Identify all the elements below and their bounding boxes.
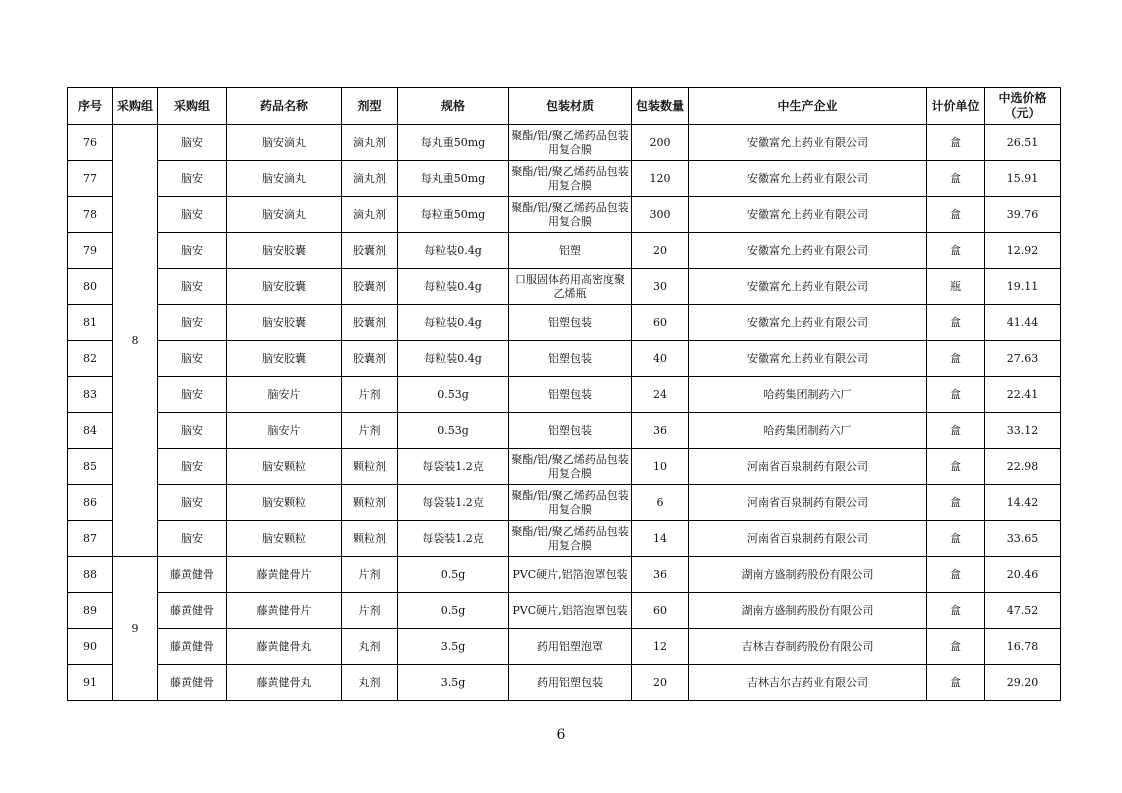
header-packaging: 包装材质 xyxy=(509,88,632,125)
cell-packaging: 铝塑包装 xyxy=(509,377,632,413)
cell-quantity: 36 xyxy=(632,557,689,593)
cell-index: 87 xyxy=(68,521,113,557)
cell-index: 84 xyxy=(68,413,113,449)
cell-dosage-form: 片剂 xyxy=(342,377,398,413)
cell-drug-name: 藤黄健骨丸 xyxy=(227,665,342,701)
cell-spec: 每粒装0.4g xyxy=(398,269,509,305)
cell-packaging: PVC硬片,铝箔泡罩包装 xyxy=(509,593,632,629)
cell-spec: 0.5g xyxy=(398,593,509,629)
cell-quantity: 60 xyxy=(632,305,689,341)
header-price xyxy=(985,88,1061,125)
cell-packaging: 药用铝塑泡罩 xyxy=(509,629,632,665)
cell-group-no: 8 xyxy=(113,125,158,557)
cell-price: 19.11 xyxy=(985,269,1061,305)
table-row xyxy=(68,305,1061,341)
cell-spec: 每袋装1.2克 xyxy=(398,485,509,521)
table-row xyxy=(68,377,1061,413)
cell-manufacturer: 安徽富允上药业有限公司 xyxy=(689,125,927,161)
cell-unit: 盒 xyxy=(927,305,985,341)
table-row xyxy=(68,665,1061,701)
cell-dosage-form: 片剂 xyxy=(342,593,398,629)
cell-unit: 盒 xyxy=(927,557,985,593)
cell-drug-name: 脑安胶囊 xyxy=(227,305,342,341)
cell-manufacturer: 安徽富允上药业有限公司 xyxy=(689,161,927,197)
cell-index: 79 xyxy=(68,233,113,269)
cell-unit: 盒 xyxy=(927,341,985,377)
cell-spec: 每袋装1.2克 xyxy=(398,521,509,557)
header-price-line2: （元） xyxy=(1004,106,1041,120)
cell-unit: 盒 xyxy=(927,521,985,557)
cell-price: 39.76 xyxy=(985,197,1061,233)
cell-dosage-form: 滴丸剂 xyxy=(342,197,398,233)
cell-price: 20.46 xyxy=(985,557,1061,593)
cell-group-name: 脑安 xyxy=(158,125,227,161)
cell-drug-name: 脑安胶囊 xyxy=(227,269,342,305)
cell-unit: 盒 xyxy=(927,485,985,521)
cell-price: 22.98 xyxy=(985,449,1061,485)
header-index: 序号 xyxy=(68,88,113,125)
cell-spec: 每粒装0.4g xyxy=(398,233,509,269)
cell-spec: 每粒重50mg xyxy=(398,197,509,233)
cell-quantity: 300 xyxy=(632,197,689,233)
cell-packaging: 聚酯/铝/聚乙烯药品包装用复合膜 xyxy=(509,197,632,233)
cell-dosage-form: 胶囊剂 xyxy=(342,341,398,377)
cell-dosage-form: 滴丸剂 xyxy=(342,125,398,161)
header-dosage-form: 剂型 xyxy=(342,88,398,125)
table-row xyxy=(68,485,1061,521)
cell-index: 83 xyxy=(68,377,113,413)
cell-group-name: 脑安 xyxy=(158,485,227,521)
header-row xyxy=(68,88,1061,125)
header-manufacturer: 中生产企业 xyxy=(689,88,927,125)
cell-unit: 盒 xyxy=(927,629,985,665)
header-quantity: 包装数量 xyxy=(632,88,689,125)
header-unit: 计价单位 xyxy=(927,88,985,125)
cell-index: 78 xyxy=(68,197,113,233)
cell-dosage-form: 颗粒剂 xyxy=(342,485,398,521)
cell-index: 82 xyxy=(68,341,113,377)
cell-manufacturer: 哈药集团制药六厂 xyxy=(689,377,927,413)
cell-drug-name: 脑安颗粒 xyxy=(227,521,342,557)
cell-manufacturer: 安徽富允上药业有限公司 xyxy=(689,341,927,377)
cell-price: 16.78 xyxy=(985,629,1061,665)
table-row xyxy=(68,629,1061,665)
cell-packaging: 药用铝塑包装 xyxy=(509,665,632,701)
cell-group-name: 藤黄健骨 xyxy=(158,593,227,629)
cell-group-name: 藤黄健骨 xyxy=(158,629,227,665)
table-row xyxy=(68,521,1061,557)
cell-quantity: 20 xyxy=(632,233,689,269)
cell-group-name: 脑安 xyxy=(158,269,227,305)
cell-drug-name: 脑安片 xyxy=(227,377,342,413)
cell-quantity: 200 xyxy=(632,125,689,161)
cell-price: 33.12 xyxy=(985,413,1061,449)
cell-dosage-form: 片剂 xyxy=(342,557,398,593)
cell-price: 22.41 xyxy=(985,377,1061,413)
table-row xyxy=(68,413,1061,449)
cell-dosage-form: 片剂 xyxy=(342,413,398,449)
cell-unit: 瓶 xyxy=(927,269,985,305)
cell-drug-name: 脑安滴丸 xyxy=(227,125,342,161)
cell-drug-name: 脑安片 xyxy=(227,413,342,449)
cell-drug-name: 脑安颗粒 xyxy=(227,485,342,521)
cell-unit: 盒 xyxy=(927,413,985,449)
cell-manufacturer: 湖南方盛制药股份有限公司 xyxy=(689,593,927,629)
table-row xyxy=(68,449,1061,485)
cell-drug-name: 脑安颗粒 xyxy=(227,449,342,485)
cell-index: 88 xyxy=(68,557,113,593)
cell-manufacturer: 吉林吉尔吉药业有限公司 xyxy=(689,665,927,701)
table-row xyxy=(68,557,1061,593)
table-body xyxy=(68,125,1061,701)
cell-packaging: 聚酯/铝/聚乙烯药品包装用复合膜 xyxy=(509,449,632,485)
cell-index: 86 xyxy=(68,485,113,521)
table-row xyxy=(68,197,1061,233)
cell-quantity: 14 xyxy=(632,521,689,557)
cell-drug-name: 脑安胶囊 xyxy=(227,233,342,269)
table-row xyxy=(68,593,1061,629)
cell-spec: 每粒装0.4g xyxy=(398,341,509,377)
cell-unit: 盒 xyxy=(927,593,985,629)
cell-index: 81 xyxy=(68,305,113,341)
page-number: 6 xyxy=(556,727,566,743)
cell-spec: 每袋装1.2克 xyxy=(398,449,509,485)
cell-unit: 盒 xyxy=(927,449,985,485)
cell-unit: 盒 xyxy=(927,197,985,233)
cell-group-name: 脑安 xyxy=(158,521,227,557)
cell-group-name: 藤黄健骨 xyxy=(158,665,227,701)
cell-unit: 盒 xyxy=(927,161,985,197)
cell-manufacturer: 湖南方盛制药股份有限公司 xyxy=(689,557,927,593)
table-row xyxy=(68,233,1061,269)
table-row xyxy=(68,161,1061,197)
cell-spec: 每丸重50mg xyxy=(398,161,509,197)
cell-drug-name: 脑安滴丸 xyxy=(227,161,342,197)
header-drug-name: 药品名称 xyxy=(227,88,342,125)
table-row xyxy=(68,125,1061,161)
cell-packaging: 聚酯/铝/聚乙烯药品包装用复合膜 xyxy=(509,521,632,557)
cell-manufacturer: 安徽富允上药业有限公司 xyxy=(689,233,927,269)
cell-group-name: 脑安 xyxy=(158,233,227,269)
cell-quantity: 6 xyxy=(632,485,689,521)
cell-packaging: 聚酯/铝/聚乙烯药品包装用复合膜 xyxy=(509,161,632,197)
cell-quantity: 36 xyxy=(632,413,689,449)
cell-index: 77 xyxy=(68,161,113,197)
table-row xyxy=(68,341,1061,377)
cell-spec: 每粒装0.4g xyxy=(398,305,509,341)
cell-dosage-form: 胶囊剂 xyxy=(342,233,398,269)
cell-quantity: 30 xyxy=(632,269,689,305)
cell-packaging: 聚酯/铝/聚乙烯药品包装用复合膜 xyxy=(509,485,632,521)
cell-price: 47.52 xyxy=(985,593,1061,629)
cell-drug-name: 脑安胶囊 xyxy=(227,341,342,377)
cell-unit: 盒 xyxy=(927,125,985,161)
cell-price: 12.92 xyxy=(985,233,1061,269)
cell-manufacturer: 河南省百泉制药有限公司 xyxy=(689,485,927,521)
cell-packaging: 铝塑 xyxy=(509,233,632,269)
cell-packaging: 铝塑包装 xyxy=(509,341,632,377)
cell-packaging: 铝塑包装 xyxy=(509,413,632,449)
cell-spec: 0.53g xyxy=(398,377,509,413)
cell-manufacturer: 安徽富允上药业有限公司 xyxy=(689,197,927,233)
cell-quantity: 10 xyxy=(632,449,689,485)
cell-packaging: 口服固体药用高密度聚乙烯瓶 xyxy=(509,269,632,305)
cell-quantity: 20 xyxy=(632,665,689,701)
cell-packaging: 聚酯/铝/聚乙烯药品包装用复合膜 xyxy=(509,125,632,161)
cell-dosage-form: 颗粒剂 xyxy=(342,521,398,557)
cell-price: 15.91 xyxy=(985,161,1061,197)
header-group-name: 采购组 xyxy=(158,88,227,125)
header-group-no: 采购组 xyxy=(113,88,158,125)
cell-group-name: 脑安 xyxy=(158,161,227,197)
header-spec: 规格 xyxy=(398,88,509,125)
cell-unit: 盒 xyxy=(927,377,985,413)
cell-group-name: 脑安 xyxy=(158,341,227,377)
cell-quantity: 12 xyxy=(632,629,689,665)
cell-group-name: 脑安 xyxy=(158,305,227,341)
cell-group-name: 脑安 xyxy=(158,377,227,413)
cell-drug-name: 脑安滴丸 xyxy=(227,197,342,233)
cell-price: 26.51 xyxy=(985,125,1061,161)
cell-manufacturer: 河南省百泉制药有限公司 xyxy=(689,449,927,485)
cell-manufacturer: 吉林吉春制药股份有限公司 xyxy=(689,629,927,665)
cell-spec: 每丸重50mg xyxy=(398,125,509,161)
cell-group-name: 脑安 xyxy=(158,197,227,233)
cell-group-name: 脑安 xyxy=(158,413,227,449)
cell-quantity: 40 xyxy=(632,341,689,377)
cell-dosage-form: 胶囊剂 xyxy=(342,269,398,305)
table-row xyxy=(68,269,1061,305)
cell-dosage-form: 滴丸剂 xyxy=(342,161,398,197)
cell-spec: 0.5g xyxy=(398,557,509,593)
cell-dosage-form: 丸剂 xyxy=(342,665,398,701)
cell-spec: 3.5g xyxy=(398,629,509,665)
cell-index: 89 xyxy=(68,593,113,629)
cell-dosage-form: 胶囊剂 xyxy=(342,305,398,341)
cell-group-name: 脑安 xyxy=(158,449,227,485)
cell-index: 85 xyxy=(68,449,113,485)
cell-unit: 盒 xyxy=(927,233,985,269)
cell-index: 80 xyxy=(68,269,113,305)
cell-drug-name: 藤黄健骨片 xyxy=(227,593,342,629)
cell-price: 14.42 xyxy=(985,485,1061,521)
cell-index: 91 xyxy=(68,665,113,701)
cell-manufacturer: 安徽富允上药业有限公司 xyxy=(689,269,927,305)
cell-manufacturer: 河南省百泉制药有限公司 xyxy=(689,521,927,557)
cell-quantity: 24 xyxy=(632,377,689,413)
cell-manufacturer: 哈药集团制药六厂 xyxy=(689,413,927,449)
cell-manufacturer: 安徽富允上药业有限公司 xyxy=(689,305,927,341)
cell-packaging: 铝塑包装 xyxy=(509,305,632,341)
cell-quantity: 60 xyxy=(632,593,689,629)
header-price-line1: 中选价格 xyxy=(998,91,1047,105)
cell-group-no: 9 xyxy=(113,557,158,701)
procurement-table xyxy=(67,87,1061,701)
cell-price: 29.20 xyxy=(985,665,1061,701)
cell-dosage-form: 颗粒剂 xyxy=(342,449,398,485)
cell-dosage-form: 丸剂 xyxy=(342,629,398,665)
cell-price: 41.44 xyxy=(985,305,1061,341)
cell-unit: 盒 xyxy=(927,665,985,701)
cell-index: 76 xyxy=(68,125,113,161)
cell-drug-name: 藤黄健骨片 xyxy=(227,557,342,593)
cell-spec: 0.53g xyxy=(398,413,509,449)
cell-packaging: PVC硬片,铝箔泡罩包装 xyxy=(509,557,632,593)
cell-group-name: 藤黄健骨 xyxy=(158,557,227,593)
cell-index: 90 xyxy=(68,629,113,665)
cell-quantity: 120 xyxy=(632,161,689,197)
cell-price: 27.63 xyxy=(985,341,1061,377)
cell-spec: 3.5g xyxy=(398,665,509,701)
cell-drug-name: 藤黄健骨丸 xyxy=(227,629,342,665)
cell-price: 33.65 xyxy=(985,521,1061,557)
